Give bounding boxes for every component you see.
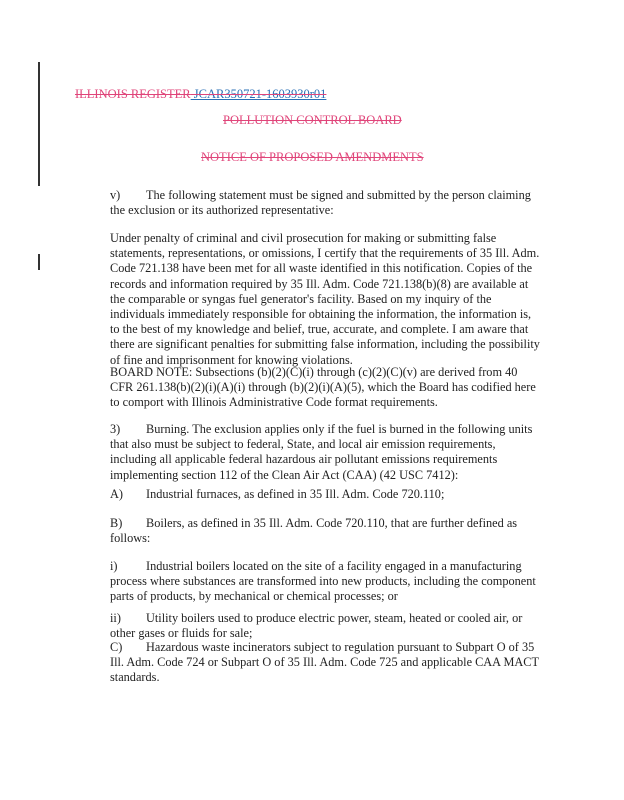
- change-bar: [38, 254, 40, 270]
- notice-title: NOTICE OF PROPOSED AMENDMENTS: [201, 150, 424, 164]
- paragraph-ii: [110, 611, 542, 641]
- board-title: POLLUTION CONTROL BOARD: [223, 113, 402, 127]
- deleted-register-text: ILLINOIS REGISTER: [75, 87, 191, 101]
- label: B): [110, 516, 123, 530]
- label: v): [110, 188, 121, 202]
- paragraph-v: [110, 188, 542, 218]
- change-bar: [38, 62, 40, 186]
- board-note: BOARD NOTE: Subsections (b)(2)(C)(i) through (c)(2)(C)(v) are derived from 40 CFR 261.138(b)(2)(i)(A)(i) through (b)(2)(i)(A)(5), which the Board has codified here to comport with Illinois Administrative Code format requirements.: [110, 365, 536, 410]
- text: Utility boilers used to produce electric power, steam, heated or cooled air, or other gases or fluids for sale;: [110, 611, 523, 641]
- label: i): [110, 559, 118, 573]
- paragraph-3: [110, 422, 542, 483]
- label: A): [110, 487, 123, 501]
- paragraph-B: [110, 516, 542, 546]
- text: Burning. The exclusion applies only if the fuel is burned in the following units that also must be subject to federal, State, and local air emission requirements, including all applicable federal hazardous air pollutant emissions requirements implementing section 112 of the Clean Air Act (CAA) (42 USC 7412):: [110, 422, 533, 482]
- label: C): [110, 640, 123, 654]
- inserted-register-id: JCAR350721-1603930r01: [190, 87, 327, 101]
- text: Hazardous waste incinerators subject to regulation pursuant to Subpart O of 35 Ill. Adm. Code 724 or Subpart O of 35 Ill. Adm. Code 725 and applicable CAA MACT standards.: [110, 640, 539, 685]
- text: Boilers, as defined in 35 Ill. Adm. Code 720.110, that are further defined as follows:: [110, 516, 518, 546]
- paragraph-A: [110, 487, 542, 502]
- text: Industrial furnaces, as defined in 35 Ill. Adm. Code 720.110;: [146, 487, 445, 501]
- label: 3): [110, 422, 121, 436]
- text: Industrial boilers located on the site of a facility engaged in a manufacturing process where substances are transformed into new products, including the component parts of products, by mechanical or chemical processes; or: [110, 559, 536, 604]
- register-header: [75, 87, 326, 102]
- certification-paragraph: Under penalty of criminal and civil prosecution for making or submitting false statements, representations, or omissions, I certify that the requirements of 35 Ill. Adm. Code 721.138 have been met for all waste identified in this notification. Copies of the records and information required by 35 Ill. Adm. Code 721.138(b)(8) are available at the comparable or syngas fuel generator's facility. Based on my inquiry of the individuals immediately responsible for obtaining the information, the information is, to the best of my knowledge and belief, true, accurate, and complete. I am aware that there are significant penalties for submitting false information, including the possibility of fine and imprisonment for knowing violations.: [110, 231, 540, 367]
- label: ii): [110, 611, 121, 625]
- text: The following statement must be signed and submitted by the person claiming the exclusion or its authorized representative:: [110, 188, 531, 218]
- paragraph-C: [110, 640, 542, 686]
- paragraph-i: [110, 559, 542, 605]
